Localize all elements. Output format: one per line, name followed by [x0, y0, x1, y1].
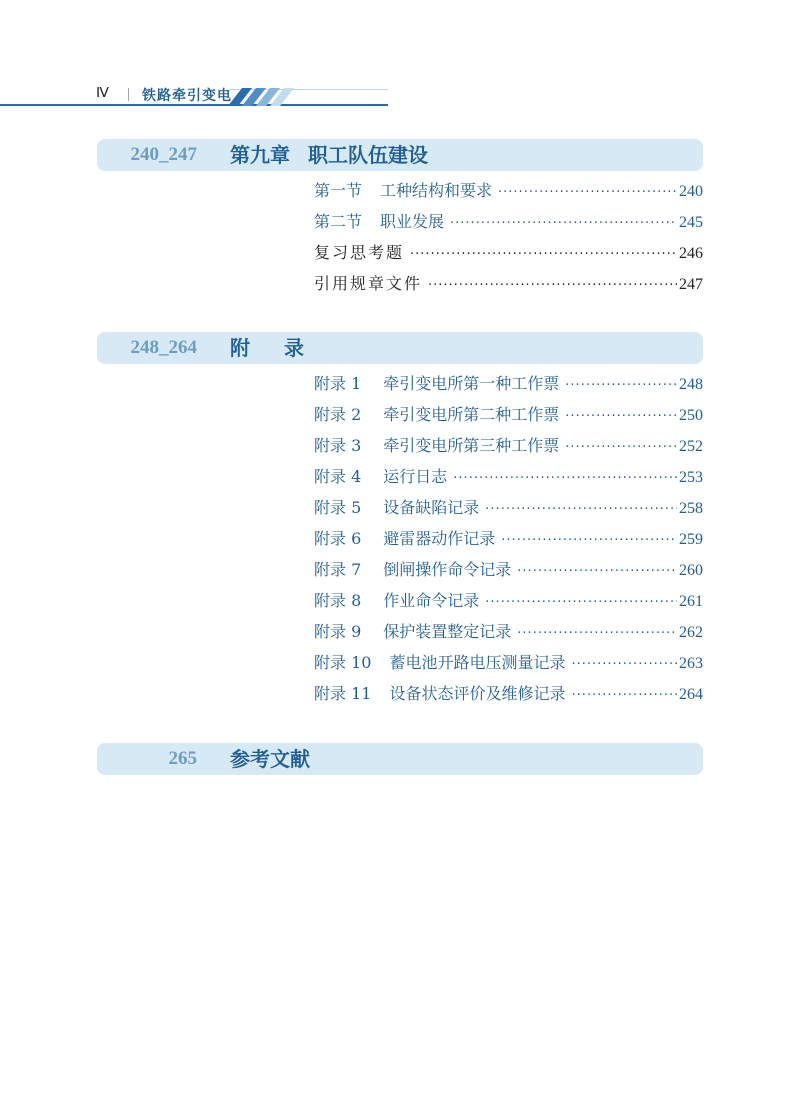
toc-entry[interactable] — [314, 523, 703, 554]
toc-entry[interactable] — [314, 237, 703, 268]
toc-section-appendix — [97, 332, 703, 709]
decorative-stripes-icon — [228, 88, 298, 106]
toc-entry[interactable] — [314, 461, 703, 492]
dot-leader — [517, 556, 677, 587]
entry-number: 附录 2 — [314, 405, 362, 424]
chapter-heading — [230, 332, 338, 364]
entry-title: 牵引变电所第一种工作票 — [383, 374, 560, 393]
chapter-title: 附录 — [230, 336, 338, 360]
dot-leader — [498, 177, 677, 208]
running-header — [0, 82, 800, 112]
toc-entry[interactable] — [314, 206, 703, 237]
entry-number: 附录 11 — [314, 684, 372, 703]
entry-number: 附录 6 — [314, 529, 362, 548]
entry-page: 252 — [679, 438, 703, 455]
toc-section-chapter-9 — [97, 139, 703, 299]
chapter-title: 参考文献 — [230, 747, 310, 771]
dot-leader — [571, 680, 677, 711]
chapter-bar[interactable] — [97, 332, 703, 364]
toc-entry[interactable] — [314, 268, 703, 299]
entry-title: 职业发展 — [380, 212, 445, 231]
toc-entry[interactable] — [314, 616, 703, 647]
entry-title: 复习思考题 — [314, 243, 405, 262]
entry-title: 牵引变电所第二种工作票 — [383, 405, 560, 424]
entry-number: 附录 8 — [314, 591, 362, 610]
entry-number: 附录 4 — [314, 467, 362, 486]
entry-number: 第一节 — [314, 181, 363, 200]
entry-title: 蓄电池开路电压测量记录 — [389, 653, 566, 672]
dot-leader — [571, 649, 677, 680]
entry-title: 运行日志 — [383, 467, 448, 486]
dot-leader — [428, 270, 677, 301]
book-title: 铁路牵引变电 — [142, 88, 232, 104]
toc-entry[interactable] — [314, 647, 703, 678]
dot-leader — [450, 208, 677, 239]
chapter-bar[interactable] — [97, 743, 703, 775]
entry-number: 附录 3 — [314, 436, 362, 455]
dot-leader — [565, 432, 677, 463]
chapter-title: 职工队伍建设 — [308, 143, 428, 167]
chapter-page-range: 265 — [168, 748, 197, 769]
entry-page: 264 — [679, 686, 703, 703]
entry-page: 263 — [679, 655, 703, 672]
entry-page: 240 — [679, 183, 703, 200]
page-number: Ⅳ — [96, 86, 109, 101]
chapter-page-range: 248_264 — [130, 337, 197, 358]
dot-leader — [565, 401, 677, 432]
toc-entry[interactable] — [314, 492, 703, 523]
toc-entry[interactable] — [314, 585, 703, 616]
toc-section-references — [97, 743, 703, 775]
entry-title: 牵引变电所第三种工作票 — [383, 436, 560, 455]
entry-number: 附录 10 — [314, 653, 372, 672]
toc-entry[interactable] — [314, 368, 703, 399]
entry-number: 附录 7 — [314, 560, 362, 579]
entry-page: 260 — [679, 562, 703, 579]
chapter-bar[interactable] — [97, 139, 703, 171]
dot-leader — [517, 618, 677, 649]
entry-number: 第二节 — [314, 212, 363, 231]
dot-leader — [501, 525, 677, 556]
entry-title: 设备状态评价及维修记录 — [389, 684, 566, 703]
toc-entry[interactable] — [314, 399, 703, 430]
dot-leader — [485, 587, 677, 618]
chapter-prefix: 第九章 — [230, 143, 290, 167]
entry-page: 247 — [679, 276, 703, 293]
dot-leader — [485, 494, 677, 525]
entry-title: 设备缺陷记录 — [383, 498, 480, 517]
dot-leader — [565, 370, 677, 401]
entry-title: 保护装置整定记录 — [383, 622, 512, 641]
entry-page: 261 — [679, 593, 703, 610]
entry-title: 作业命令记录 — [383, 591, 480, 610]
entry-number: 附录 9 — [314, 622, 362, 641]
dot-leader — [410, 239, 677, 270]
entry-page: 248 — [679, 376, 703, 393]
toc-entry[interactable] — [314, 678, 703, 709]
entry-page: 258 — [679, 500, 703, 517]
chapter-heading — [230, 139, 428, 171]
dot-leader — [453, 463, 677, 494]
toc-entry[interactable] — [314, 554, 703, 585]
entry-title: 避雷器动作记录 — [383, 529, 496, 548]
toc-entry[interactable] — [314, 430, 703, 461]
entry-page: 259 — [679, 531, 703, 548]
entry-number: 附录 5 — [314, 498, 362, 517]
chapter-page-range: 240_247 — [130, 144, 197, 165]
entry-title: 倒闸操作命令记录 — [383, 560, 512, 579]
entry-page: 246 — [679, 245, 703, 262]
header-separator — [128, 88, 129, 101]
entry-title: 引用规章文件 — [314, 274, 423, 293]
entry-title: 工种结构和要求 — [380, 181, 493, 200]
entry-list — [314, 368, 703, 709]
entry-list — [314, 175, 703, 299]
toc-entry[interactable] — [314, 175, 703, 206]
chapter-heading — [230, 743, 310, 775]
entry-number: 附录 1 — [314, 374, 362, 393]
entry-page: 250 — [679, 407, 703, 424]
entry-page: 262 — [679, 624, 703, 641]
entry-page: 253 — [679, 469, 703, 486]
entry-page: 245 — [679, 214, 703, 231]
